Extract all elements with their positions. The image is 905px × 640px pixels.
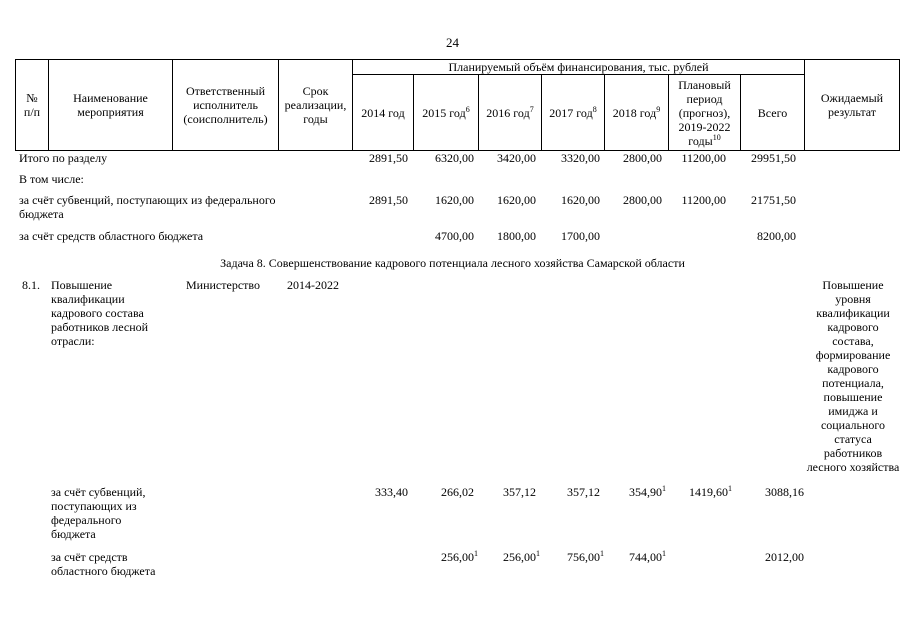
item-federal-plan-value: 1419,60 — [689, 485, 728, 499]
header-2016-text: 2016 год — [486, 105, 530, 120]
item-regional-2017-value: 756,00 — [567, 550, 600, 564]
item-federal-2017-value: 357,12 — [567, 485, 600, 499]
item-num: 8.1. — [22, 278, 40, 292]
header-2016-note: 7 — [529, 104, 534, 114]
header-2014 — [352, 74, 414, 151]
item-regional-2018 — [600, 550, 666, 564]
item-regional-2018-value: 744,00 — [629, 550, 662, 564]
regional-label: за счёт средств областного бюджета — [19, 229, 204, 243]
header-2018-label — [613, 106, 660, 120]
federal-2017: 1620,00 — [561, 193, 600, 207]
item-federal-2015-value: 266,02 — [441, 485, 474, 499]
header-funding-label: Планируемый объём финансирования, тыс. рублей — [448, 60, 709, 74]
header-2015-note: 6 — [465, 104, 470, 114]
federal-2014: 2891,50 — [369, 193, 408, 207]
header-plan-label — [671, 78, 739, 148]
header-2017-label — [549, 106, 596, 120]
header-2015 — [413, 74, 479, 151]
federal-all: 21751,50 — [751, 193, 796, 207]
total-2016: 3420,00 — [497, 151, 536, 165]
regional-2017: 1700,00 — [561, 229, 600, 243]
federal-2018: 2800,00 — [623, 193, 662, 207]
item-regional-2015 — [412, 550, 478, 564]
header-2017 — [541, 74, 605, 151]
header-result-label: Ожидаемый результат — [820, 91, 884, 119]
header-num — [15, 59, 49, 151]
total-2017: 3320,00 — [561, 151, 600, 165]
federal-2016: 1620,00 — [497, 193, 536, 207]
page-number: 24 — [446, 35, 459, 50]
regional-2015: 4700,00 — [435, 229, 474, 243]
item-regional-2015-value: 256,00 — [441, 550, 474, 564]
regional-2016: 1800,00 — [497, 229, 536, 243]
header-plan-period — [668, 74, 741, 151]
header-plan-note: 10 — [712, 132, 721, 142]
header-2018-text: 2018 год — [612, 105, 657, 120]
header-term-label: Срок реализации, годы — [284, 84, 347, 126]
header-2016-label — [486, 106, 533, 120]
total-label: Итого по разделу — [19, 151, 108, 165]
header-2017-note: 8 — [592, 104, 597, 114]
item-federal-2014 — [350, 485, 408, 499]
item-regional-2018-note: 1 — [662, 549, 666, 558]
header-term — [278, 59, 353, 151]
header-funding-group — [352, 59, 805, 75]
item-federal-2017 — [540, 485, 600, 499]
item-regional-2016-value: 256,00 — [503, 550, 536, 564]
item-regional-all-value: 2012,00 — [765, 550, 804, 564]
item-regional-2016 — [476, 550, 540, 564]
header-2017-text: 2017 год — [549, 105, 593, 120]
item-federal-plan-note: 1 — [728, 484, 732, 493]
item-result: Повышение уровня квалификации кадрового состава, формирование кадрового потенциала, повышение имиджа и социального статуса работников лесного хозяйства — [806, 278, 900, 474]
item-federal-2018-note: 1 — [662, 484, 666, 493]
item-federal-2016-value: 357,12 — [503, 485, 536, 499]
item-federal-2018-value: 354,90 — [629, 485, 662, 499]
item-federal-all-value: 3088,16 — [765, 485, 804, 499]
header-2016 — [478, 74, 542, 151]
task-title: Задача 8. Совершенствование кадрового потенциала лесного хозяйства Самарской области — [220, 256, 685, 270]
total-2018: 2800,00 — [623, 151, 662, 165]
header-executor — [172, 59, 279, 151]
header-2015-label — [422, 106, 469, 120]
including-label: В том числе: — [19, 172, 84, 186]
header-name — [48, 59, 173, 151]
total-plan: 11200,00 — [681, 151, 726, 165]
item-federal-plan — [664, 485, 732, 499]
item-regional-label: за счёт средств областного бюджета — [51, 550, 156, 578]
header-2015-text: 2015 год — [422, 105, 466, 120]
federal-plan: 11200,00 — [681, 193, 726, 207]
header-num-label: № п/п — [23, 91, 41, 119]
item-regional-2017 — [540, 550, 604, 564]
total-2014: 2891,50 — [369, 151, 408, 165]
header-2014-label: 2014 год — [361, 105, 405, 120]
header-total-label: Всего — [757, 105, 788, 120]
item-regional-2016-note: 1 — [536, 549, 540, 558]
federal-label: за счёт субвенций, поступающих из федерального бюджета — [19, 193, 276, 221]
item-term: 2014-2022 — [287, 278, 339, 292]
item-federal-2015 — [412, 485, 474, 499]
header-2018-note: 9 — [656, 104, 661, 114]
federal-2015: 1620,00 — [435, 193, 474, 207]
item-executor: Министерство — [186, 278, 260, 292]
item-regional-2015-note: 1 — [474, 549, 478, 558]
header-name-label: Наименование мероприятия — [73, 91, 148, 119]
item-federal-2014-value: 333,40 — [375, 485, 408, 499]
item-federal-label: за счёт субвенций, поступающих из федерального бюджета — [51, 485, 146, 541]
header-result — [804, 59, 900, 151]
total-all: 29951,50 — [751, 151, 796, 165]
total-2015: 6320,00 — [435, 151, 474, 165]
header-2018 — [604, 74, 669, 151]
item-name: Повышение квалификации кадрового состава работников лесной отрасли: — [51, 278, 149, 348]
regional-all: 8200,00 — [757, 229, 796, 243]
item-regional-all — [742, 550, 804, 564]
header-total — [740, 74, 805, 151]
item-federal-2016 — [476, 485, 536, 499]
item-federal-2018 — [600, 485, 666, 499]
item-federal-all — [742, 485, 804, 499]
header-plan-text: Плановый период (прогноз), 2019-2022 годы — [678, 77, 731, 148]
header-executor-label: Ответственный исполнитель (соисполнитель) — [183, 84, 268, 126]
item-regional-2017-note: 1 — [600, 549, 604, 558]
